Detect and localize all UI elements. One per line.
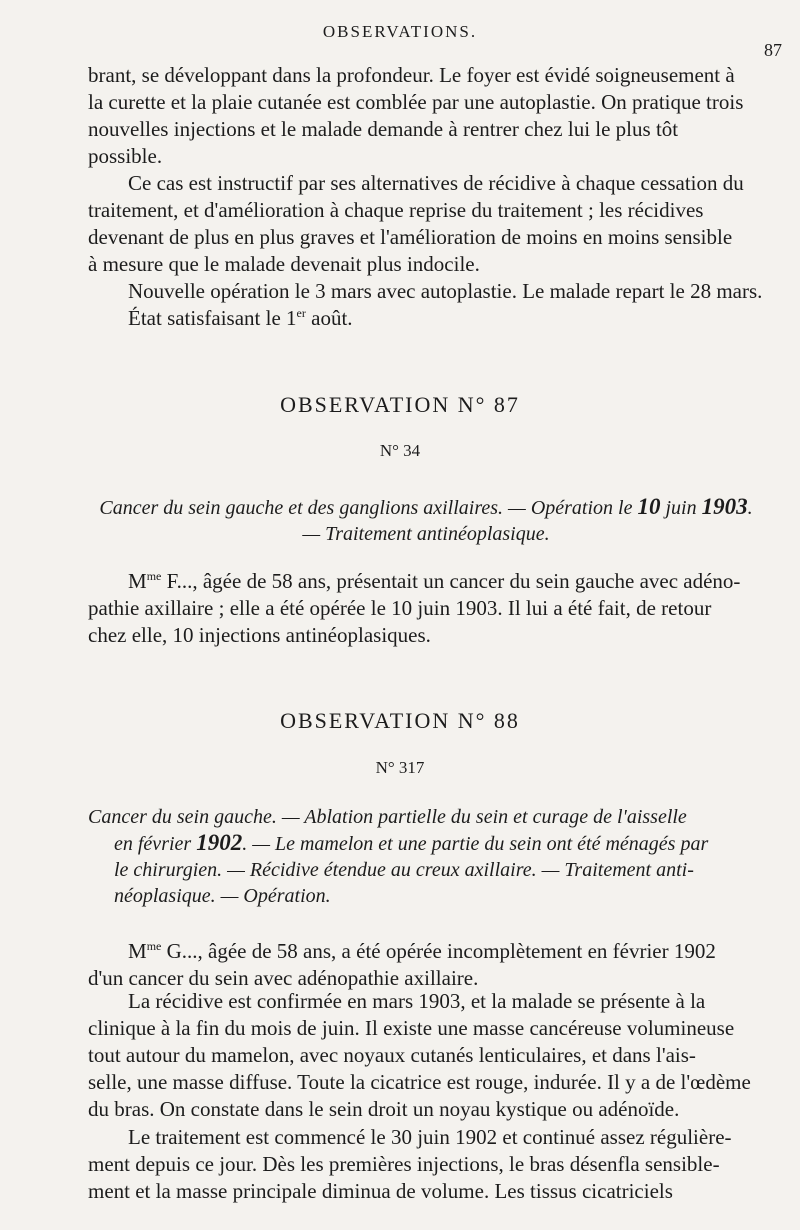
text-line: à mesure que le malade devenait plus indocile.	[88, 252, 480, 276]
summary-text: Cancer du sein gauche. — Ablation partielle du sein et curage de l'aisselle	[88, 806, 687, 828]
summary-year: 1903	[701, 494, 748, 519]
intro-paragraph-3	[88, 278, 764, 332]
text-line: La récidive est confirmée en mars 1903, et la malade se présente à la	[128, 989, 706, 1013]
intro-paragraph-2	[88, 170, 764, 278]
page-number: 87	[764, 40, 782, 60]
observation-87-text	[88, 568, 764, 649]
observation-87-title: OBSERVATION N° 87	[280, 392, 520, 417]
summary-text: néoplasique. — Opération.	[114, 885, 331, 907]
text-line: clinique à la fin du mois de juin. Il existe une masse cancéreuse volumineuse	[88, 1016, 735, 1040]
text-line: F..., âgée de 58 ans, présentait un cancer du sein gauche avec adéno-	[161, 569, 741, 593]
text-line: ment depuis ce jour. Dès les premières injections, le bras désenfla sensible-	[88, 1152, 720, 1176]
superscript: me	[146, 939, 162, 953]
text-line: Ce cas est instructif par ses alternatives de récidive à chaque cessation du	[128, 171, 744, 195]
text-line: M	[128, 939, 147, 963]
summary-text: .	[747, 497, 753, 519]
text-line: brant, se développant dans la profondeur. Le foyer est évidé soigneusement à	[88, 63, 735, 87]
text-line: État satisfaisant le 1	[128, 306, 297, 330]
text-line: pathie axillaire ; elle a été opérée le 10 juin 1903. Il lui a été fait, de retour	[88, 596, 712, 620]
running-header: OBSERVATIONS.	[322, 22, 478, 41]
summary-text: . — Le mamelon et une partie du sein ont été ménagés par	[242, 833, 709, 855]
observation-88-title: OBSERVATION N° 88	[280, 708, 520, 733]
text-line: M	[128, 569, 147, 593]
observation-88-number: N° 317	[375, 758, 425, 777]
summary-date: 10	[637, 494, 661, 519]
text-line: août.	[305, 306, 353, 330]
summary-text: — Traitement antinéoplasique.	[302, 523, 550, 545]
text-line: Nouvelle opération le 3 mars avec autoplastie. Le malade repart le 28 mars.	[128, 279, 763, 303]
text-line: possible.	[88, 144, 163, 168]
summary-text: le chirurgien. — Récidive étendue au creux axillaire. — Traitement anti-	[114, 859, 694, 881]
observation-88-paragraph-1	[88, 938, 764, 992]
superscript: er	[296, 306, 306, 320]
text-line: d'un cancer du sein avec adénopathie axillaire.	[88, 966, 479, 990]
observation-87-number: N° 34	[379, 441, 421, 460]
text-line: nouvelles injections et le malade demande à rentrer chez lui le plus tôt	[88, 117, 679, 141]
text-line: chez elle, 10 injections antinéoplasiques.	[88, 623, 431, 647]
text-line: ment et la masse principale diminua de volume. Les tissus cicatriciels	[88, 1179, 673, 1203]
text-line: du bras. On constate dans le sein droit un noyau kystique ou adénoïde.	[88, 1097, 680, 1121]
summary-year: 1902	[196, 830, 243, 855]
text-line: Le traitement est commencé le 30 juin 1902 et continué assez régulière-	[128, 1125, 732, 1149]
observation-88-summary	[88, 804, 764, 909]
observation-87-summary	[88, 494, 764, 547]
text-line: G..., âgée de 58 ans, a été opérée incomplètement en février 1902	[161, 939, 716, 963]
text-line: la curette et la plaie cutanée est comblée par une autoplastie. On pratique trois	[88, 90, 744, 114]
superscript: me	[146, 569, 162, 583]
observation-88-paragraph-3	[88, 1124, 764, 1205]
text-line: tout autour du mamelon, avec noyaux cutanés lenticulaires, et dans l'ais-	[88, 1043, 696, 1067]
text-line: selle, une masse diffuse. Toute la cicatrice est rouge, indurée. Il y a de l'œdème	[88, 1070, 751, 1094]
intro-paragraph-1	[88, 62, 764, 170]
summary-text: en février	[114, 833, 197, 855]
summary-text: Cancer du sein gauche et des ganglions axillaires. — Opération le	[99, 497, 638, 519]
observation-88-paragraph-2	[88, 988, 764, 1123]
text-line: traitement, et d'amélioration à chaque reprise du traitement ; les récidives	[88, 198, 704, 222]
text-line: devenant de plus en plus graves et l'amélioration de moins en moins sensible	[88, 225, 733, 249]
summary-text: juin	[660, 497, 702, 519]
